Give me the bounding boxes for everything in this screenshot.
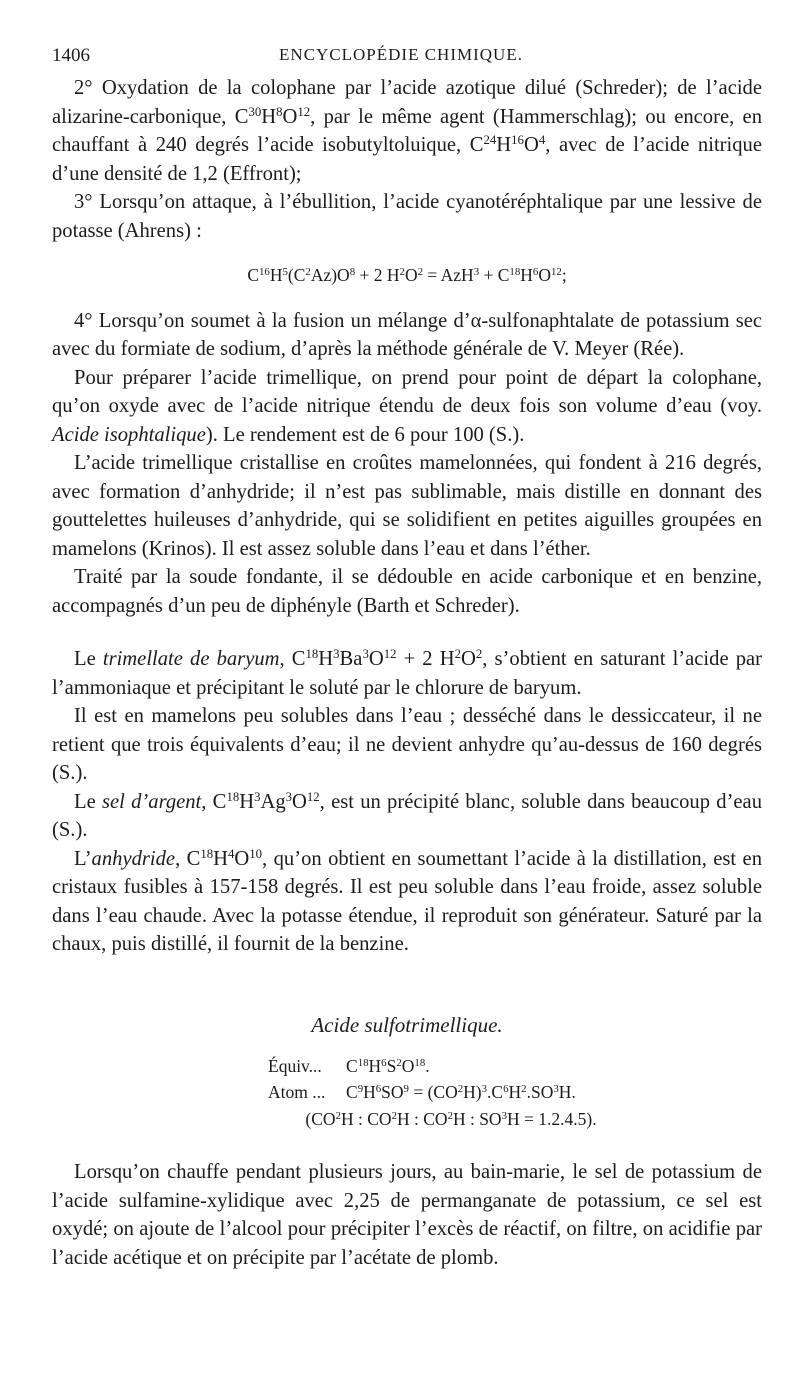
spacer [52,620,762,645]
paragraph-mamelons: Il est en mamelons peu solubles dans l’eau ; desséché dans le dessiccateur, il ne retient que trois équivalents d’eau; il ne devient anhydre qu’au-dessus de 160 degrés (S.). [52,705,762,784]
spacer [52,1133,762,1158]
paragraph-fusion: 4° Lorsqu’on soumet à la fusion un mélange d’α-sulfonaphtalate de potassium sec avec du formiate de sodium, d’après la méthode générale de V. Meyer (Rée). [52,309,762,360]
cross-reference: Acide isophtalique [52,423,206,446]
paragraph-crystallization: L’acide trimellique cristallise en croûtes mamelonnées, qui fondent à 216 degrés, avec formation d’anhydride; il n’est pas sublimable, mais distille en donnant des gouttelettes huileuses d’anhydride, qui se solidifient en petites aiguilles groupées en mamelons (Krinos). Il est assez soluble dans l’eau et dans l’éther. [52,452,762,560]
running-title: ENCYCLOPÉDIE CHIMIQUE. [279,45,523,64]
paragraph-barium-salt: Le trimellate de baryum, $C^{18}H^3Ba^3O^{12} + 2$ $H^2O^2$, s’obtient en saturant l’acide par l’ammoniaque et précipitant le soluté par le chlorure de baryum. [52,646,762,699]
spacer [52,959,762,1011]
atom-formula: Atom ... $C^9H^6SO^9 = (CO^2H)^3.C^6H^2.SO^3H$. [268,1082,576,1102]
paragraph-preparation: Pour préparer l’acide trimellique, on prend pour point de départ la colophane, qu’on oxyde avec de l’acide nitrique étendu de deux fois son volume d’eau (voy. Acide isophtalique). Le rendement est de 6 pour 100 (S.). [52,366,762,446]
formula-reaction: $C^{16}H^5(C^2Az)O^8 + 2$ $H^2O^2 = AzH^3 + C^{18}H^6O^{12}$; [247,265,567,285]
position-ratio: ($CO^2H$ : $CO^2H$ : $CO^2H$ : $SO^3H = 1.2.4.5$). [305,1109,597,1129]
paragraph-silver-salt: Le sel d’argent, $C^{18}H^3Ag^3O^{12}$, est un précipité blanc, soluble dans beaucoup d’eau (S.). [52,789,762,841]
page-body [52,74,762,1272]
paragraph-anhydride: L’anhydride, $C^{18}H^4O^{10}$, qu’on obtient en soumettant l’acide à la distillation, est en cristaux fusibles à 157-158 degrés. Il est peu soluble dans l’eau froide, assez soluble dans l’eau chaude. Avec la potasse étendue, il reproduit son générateur. Saturé par la chaux, puis distillé, il fournit de la benzine. [52,846,762,955]
paragraph-oxidation: 2° Oxydation de la colophane par l’acide azotique dilué (Schreder); de l’acide alizarine-carbonique, $C^{30}H^8O^{12}$, par le même agent (Hammerschlag); ou encore, en chauffant à 240 degrés l’acide isobutyltoluique, $C^{24}H^{16}O^4$, avec de l’acide nitrique d’une densité de 1,2 (Effront); [52,77,762,185]
paragraph-soda: Traité par la soude fondante, il se dédouble en acide carbonique et en benzine, accompagnés d’un peu de diphényle (Barth et Schreder). [52,566,762,617]
section-title: Acide sulfotrimellique. [311,1012,503,1037]
formula-block [268,1053,762,1105]
paragraph-sulfamine: Lorsqu’on chauffe pendant plusieurs jours, au bain-marie, le sel de potassium de l’acide sulfamine-xylidique avec 2,25 de permanganate de potassium, ce sel est oxydé; on ajoute de l’alcool pour précipiter l’excès de réactif, on filtre, on acidifie par l’acide acétique et on précipite par l’acétate de plomb. [52,1161,762,1269]
paragraph-cyanoterephthalic: 3° Lorsqu’on attaque, à l’ébullition, l’acide cyanotéréphtalique par une lessive de potasse (Ahrens) : [52,191,762,242]
page-header [52,45,750,75]
equiv-formula: Équiv... $C^{18}H^6S^2O^{18}$. [268,1056,430,1076]
page-number: 1406 [52,45,90,66]
